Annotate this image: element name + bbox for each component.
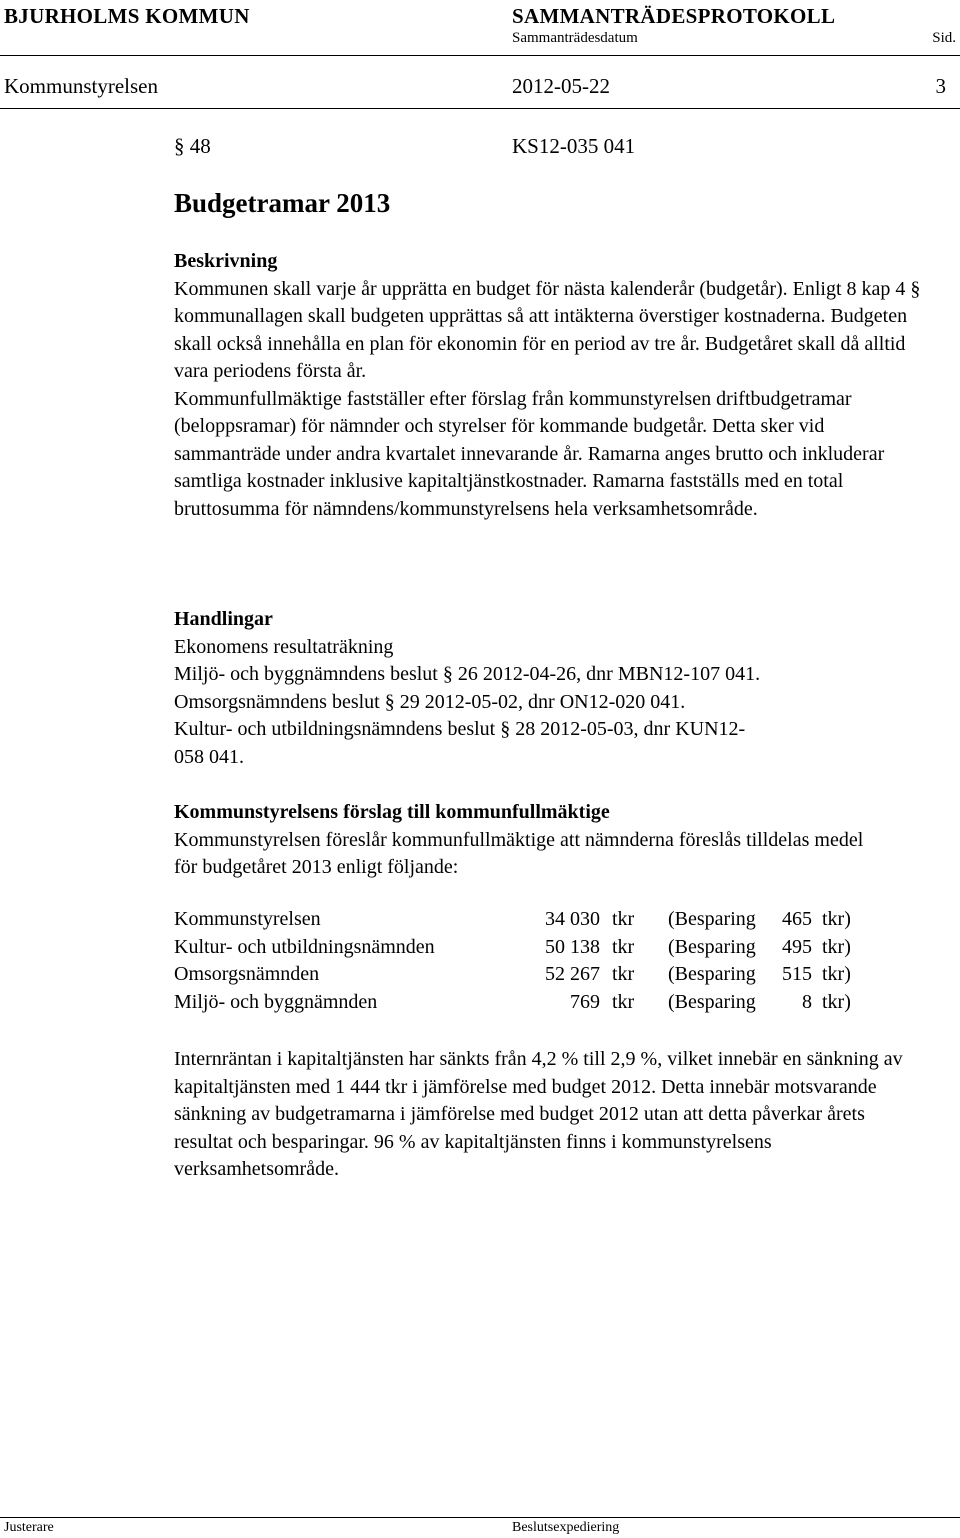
forslag-heading: Kommunstyrelsens förslag till kommunfullmäktige [174,801,610,823]
handling-item: Ekonomens resultaträkning [174,635,394,658]
document-type: SAMMANTRÄDESPROTOKOLL [512,4,836,28]
budget-unit: tkr [612,990,635,1013]
item-title: Budgetramar 2013 [174,188,391,218]
budget-unit: tkr [612,963,635,985]
footer-beslutsexpediering: Beslutsexpediering [512,1520,620,1535]
budget-unit: tkr [612,908,635,930]
table-row [174,989,862,1017]
header-divider [0,55,960,56]
budget-unit: tkr [612,935,635,958]
budget-amount: 50 138 [545,935,600,958]
table-row [174,961,862,989]
beskrivning-section [174,248,934,523]
saving-label: (Besparing [668,990,756,1013]
beskrivning-paragraph: Kommunen skall varje år upprätta en budget för nästa kalenderår (budgetår). Enligt 8 kap 4 § kommunallagen skall budgeten upprättas så att intäkterna överstiger kostnaderna. Budgeten skall också innehålla en plan för ekonomin för en period av tre år. Budgetåret skall då alltid vara periodens första år. [174,277,921,382]
footer-divider [0,1517,960,1518]
date-label: Sammanträdesdatum [512,30,638,46]
saving-unit: tkr) [822,908,851,930]
budget-amount: 52 267 [545,963,600,985]
budget-name: Kommunstyrelsen [174,908,321,930]
footer-justerare: Justerare [4,1520,54,1535]
saving-amount: 465 [782,908,812,930]
page-label: Sid. [932,30,956,46]
budget-amount: 769 [570,990,600,1013]
saving-unit: tkr) [822,990,851,1013]
saving-label: (Besparing [668,963,756,985]
header-divider-2 [0,108,960,109]
saving-label: (Besparing [668,935,756,958]
saving-amount: 515 [782,963,812,985]
saving-unit: tkr) [822,935,851,958]
handlingar-heading: Handlingar [174,608,273,630]
budget-amount: 34 030 [545,908,600,930]
saving-amount: 495 [782,935,812,958]
saving-amount: 8 [802,990,812,1013]
handling-item: Kultur- och utbildningsnämndens beslut § 28 2012-05-03, dnr KUN12-058 041. [174,718,746,768]
budget-name: Omsorgsnämnden [174,963,320,985]
handling-item: Miljö- och byggnämndens beslut § 26 2012-04-26, dnr MBN12-107 041. [174,663,761,685]
table-row [174,934,862,962]
internranta-section [174,1046,914,1184]
table-row [174,906,862,934]
handling-item: Omsorgsnämndens beslut § 29 2012-05-02, dnr ON12-020 041. [174,690,686,713]
beskrivning-heading: Beskrivning [174,250,278,272]
saving-label: (Besparing [668,908,756,930]
forslag-intro: Kommunstyrelsen föreslår kommunfullmäktige att nämnderna föreslås tilldelas medel för budgetåret 2013 enligt följande: [174,828,864,878]
budget-table [174,906,862,1016]
beskrivning-paragraph: Kommunfullmäktige fastställer efter förslag från kommunstyrelsen driftbudgetramar (beloppsramar) för nämnder och styrelser för kommande budgetår. Detta sker vid sammanträde under andra kvartalet innevarande år. Ramarna anges brutto och inkluderar samtliga kostnader inklusive kapitaltjänstkostnader. Ramarna fastställs med en total bruttosumma för nämndens/kommunstyrelsens hela verksamhetsområde. [174,387,885,520]
handlingar-section [174,606,934,771]
budget-name: Kultur- och utbildningsnämnden [174,935,435,958]
paragraph-number: § 48 [174,134,211,158]
saving-unit: tkr) [822,963,851,985]
municipality-name: BJURHOLMS KOMMUN [4,4,250,28]
body-name: Kommunstyrelsen [4,74,158,98]
meeting-date: 2012-05-22 [512,74,610,98]
budget-name: Miljö- och byggnämnden [174,990,378,1013]
case-number: KS12-035 041 [512,134,636,158]
page-number: 3 [935,74,946,98]
internranta-paragraph: Internräntan i kapitaltjänsten har sänkts från 4,2 % till 2,9 %, vilket innebär en sänkning av kapitaltjänsten med 1 444 tkr i jämförelse med budget 2012. Detta innebär motsvarande sänkning av budgetramarna i jämförelse med budget 2012 utan att detta påverkar årets resultat och besparingar. 96 % av kapitaltjänsten finns i kommunstyrelsens verksamhetsområde. [174,1048,903,1180]
forslag-section [174,799,934,882]
